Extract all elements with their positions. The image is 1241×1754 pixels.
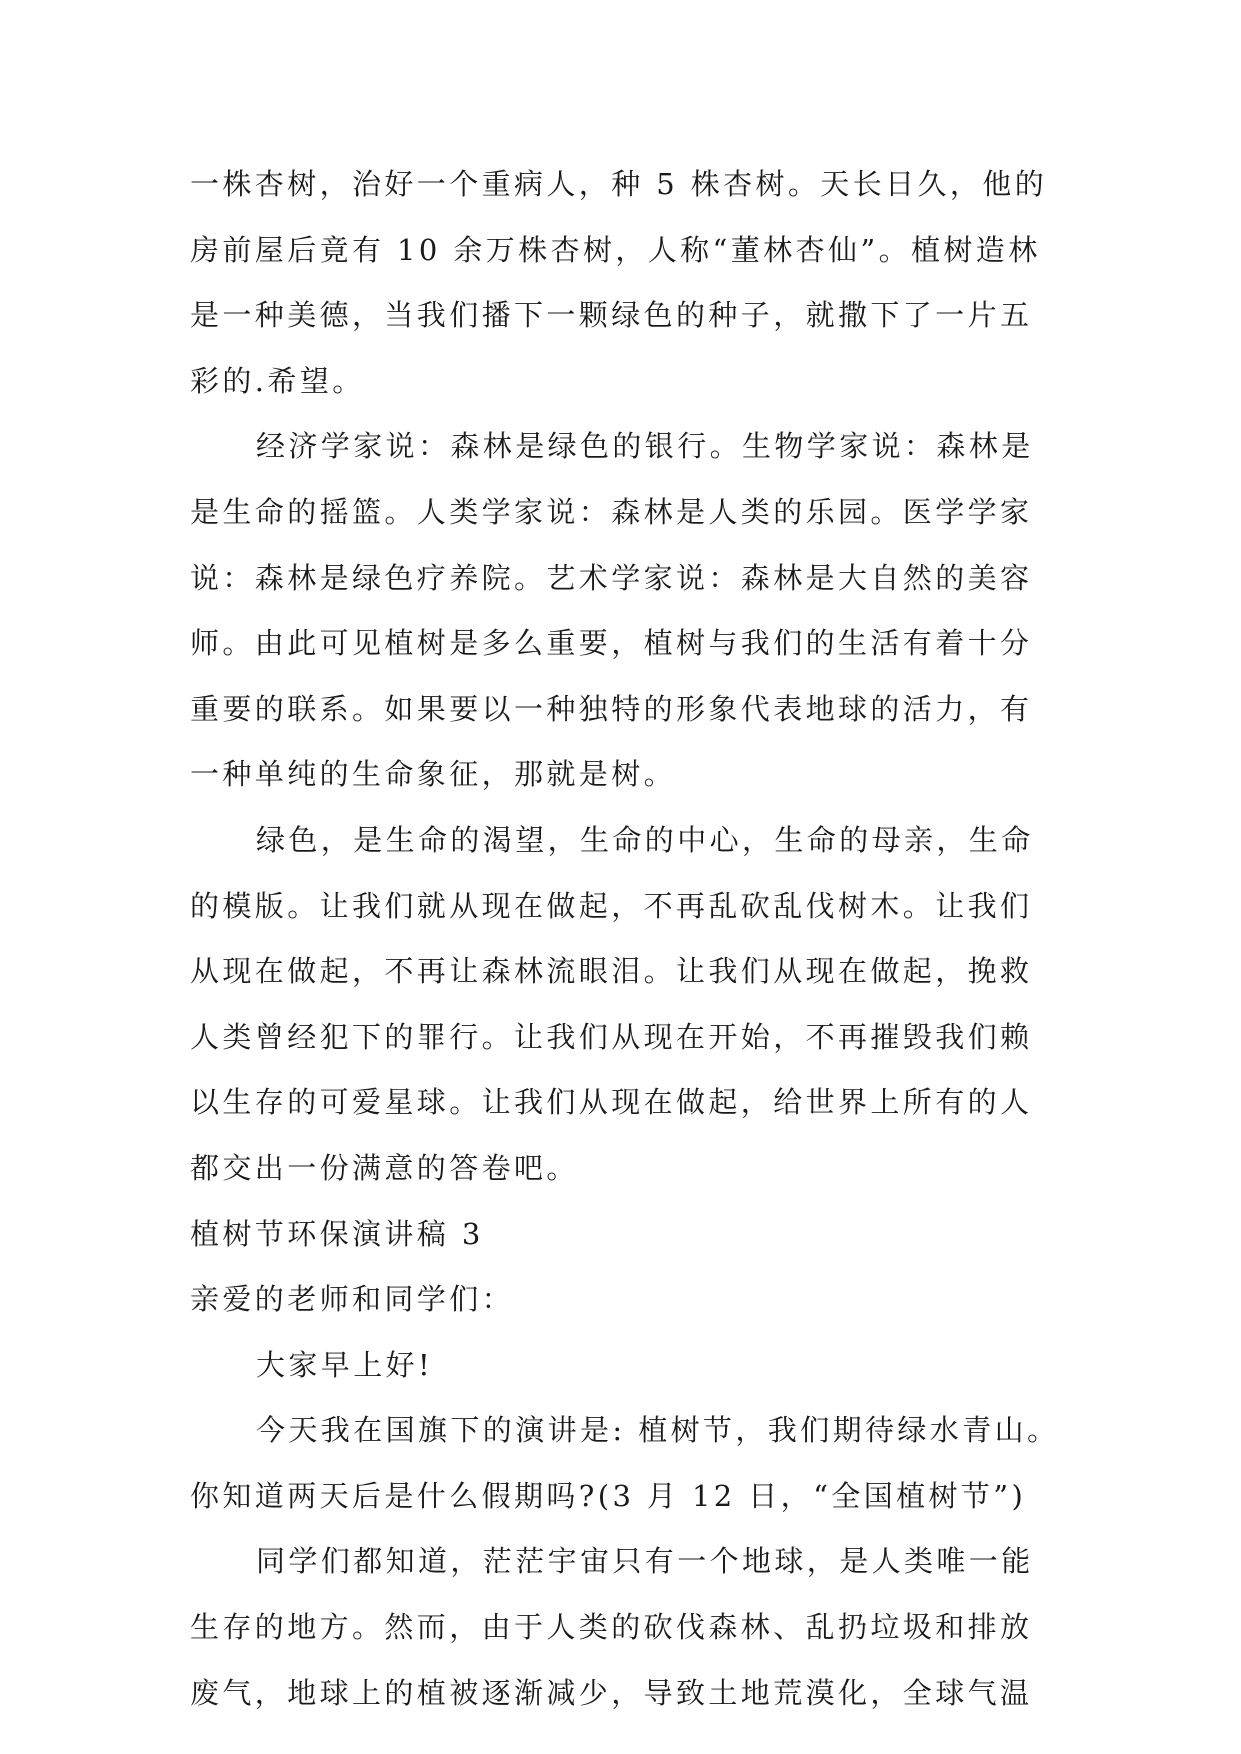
text-line: 你知道两天后是什么假期吗?(3 月 12 日，“全国植树节”) [190, 1478, 1027, 1513]
paragraph-first-line: 今天我在国旗下的演讲是: 植树节，我们期待绿水青山。 [256, 1413, 1060, 1448]
text-line: 的模版。让我们就从现在做起，不再乱砍乱伐树木。让我们 [190, 888, 1033, 923]
text-line: 从现在做起，不再让森林流眼泪。让我们从现在做起，挽救 [190, 954, 1033, 989]
text-line: 说：森林是绿色疗养院。艺术学家说：森林是大自然的美容 [190, 560, 1033, 595]
paragraph-first-line: 同学们都知道，茫茫宇宙只有一个地球，是人类唯一能 [256, 1544, 1034, 1579]
text-line: 废气，地球上的植被逐渐减少，导致土地荒漠化，全球气温 [190, 1675, 1033, 1710]
text-line: 生存的地方。然而，由于人类的砍伐森林、乱扔垃圾和排放 [190, 1610, 1033, 1645]
text-line: 人类曾经犯下的罪行。让我们从现在开始，不再摧毁我们赖 [190, 1019, 1033, 1054]
text-line: 彩的.希望。 [190, 363, 365, 398]
text-line: 一株杏树，治好一个重病人，种 5 株杏树。天长日久，他的 [190, 167, 1048, 201]
text-line: 一种单纯的生命象征，那就是树。 [190, 757, 677, 792]
text-line: 都交出一份满意的答卷吧。 [190, 1150, 579, 1185]
text-line: 师。由此可见植树是多么重要，植树与我们的生活有着十分 [190, 626, 1033, 661]
text-line: 植树节环保演讲稿 3 [190, 1216, 484, 1251]
text-line: 是一种美德，当我们播下一颗绿色的种子，就撒下了一片五 [190, 298, 1033, 333]
document-body [190, 152, 1060, 1726]
text-line: 以生存的可爱星球。让我们从现在做起，给世界上所有的人 [190, 1085, 1033, 1120]
paragraph-first-line: 绿色，是生命的渴望，生命的中心，生命的母亲，生命 [256, 822, 1034, 857]
text-line: 是生命的摇篮。人类学家说：森林是人类的乐园。医学学家 [190, 494, 1033, 529]
paragraph-first-line: 经济学家说：森林是绿色的银行。生物学家说：森林是 [256, 429, 1034, 464]
text-line: 房前屋后竟有 10 余万株杏树，人称“董林杏仙”。植树造林 [190, 232, 1041, 267]
text-line: 亲爱的老师和同学们： [190, 1282, 515, 1317]
paragraph-first-line: 大家早上好! [256, 1347, 434, 1382]
text-line: 重要的联系。如果要以一种独特的形象代表地球的活力，有 [190, 691, 1033, 726]
